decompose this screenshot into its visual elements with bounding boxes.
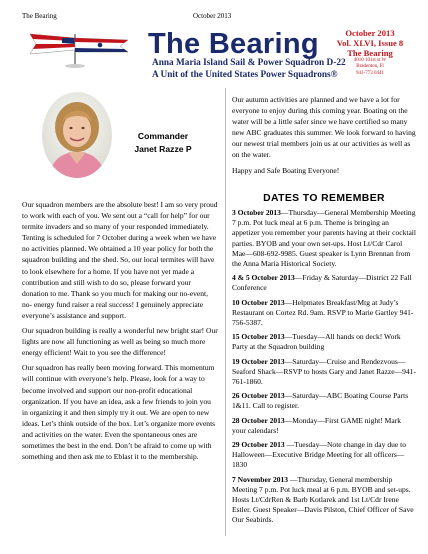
date-item-text: —Thursday—General Membership Meeting 7 p.m. Pot luck meal at 6 p.m. Theme is bringing an appetizer you remember your parents having at their cocktail parties. BYOB and your own set-ups. Host Lt/Cdr Carol Mae—608-692-9985. Guest speaker is Lynn Brennan from the Anna Maria Historical Society. <box>232 208 416 269</box>
issue-date: October 2013 <box>345 28 395 38</box>
date-item <box>232 332 416 352</box>
commander-title: Commander <box>137 131 189 141</box>
burgee-flag-icon <box>75 38 128 52</box>
date-item-text: —Saturday—Cruise and Rendezvous—Seaford Shack—RSVP to hosts Gary and Janet Razze—941-761-1860. <box>232 356 416 387</box>
address-line: 941-773 0441 <box>356 70 384 76</box>
date-item-text: —Tuesday—All hands on deck! Work Party at the Squadron building <box>232 332 401 352</box>
address-line: Bradenton, Fl <box>356 64 384 70</box>
date-item-date: 15 October 2013 <box>232 332 285 342</box>
date-item <box>232 475 416 526</box>
address-line: 4010 101st st W <box>353 58 387 63</box>
dates-list <box>232 208 416 530</box>
commander-name: Janet Razze P <box>134 144 192 154</box>
date-item-date: 4 & 5 October 2013 <box>232 273 295 283</box>
date-item <box>232 416 416 436</box>
date-item-date: 10 October 2013 <box>232 297 285 307</box>
commander-message <box>22 199 218 466</box>
date-item <box>232 391 416 411</box>
column-divider <box>225 88 226 536</box>
date-item-date: 29 October 2013 <box>232 440 285 450</box>
mailing-address <box>330 58 410 77</box>
burgee-flags-logo <box>20 30 138 70</box>
date-item-text: —Friday & Saturday—District 22 Fall Conference <box>232 273 412 293</box>
commander-portrait <box>42 92 112 178</box>
autumn-message <box>232 94 416 180</box>
message-paragraph: Our autumn activities are planned and we have a lot for everyone to enjoy during this coming year. Boating on the water will be a little safer since we have certified so many new ABC graduates this summer. We look forward to having our newest trial members join us at our activities as well as on the water. <box>232 95 416 160</box>
masthead-subtitle-unit: A Unit of the United States Power Squadrons® <box>152 70 338 80</box>
date-item-date: 26 October 2013 <box>232 391 285 401</box>
date-item <box>232 208 416 269</box>
date-item-text: —Monday—First GAME night! Mark your calendars! <box>232 415 402 435</box>
date-item-date: 7 November 2013 <box>232 474 289 484</box>
date-item-text: —Tuesday—Note change in day due to Halloween—Executive Bridge Meeting for all officers— 1830 <box>232 440 406 470</box>
date-item-text: —Helpmates Breakfast/Mtg at Judy’s Restaurant on Cortez Rd. 9am. RSVP to Marie Gartley 941-756-5387. <box>232 297 414 328</box>
ensign-flag-icon <box>30 34 75 54</box>
message-paragraph: Happy and Safe Boating Everyone! <box>232 165 340 175</box>
date-item-date: 3 October 2013 <box>232 208 281 217</box>
date-item <box>232 298 416 329</box>
date-item <box>232 273 416 293</box>
issue-info <box>330 28 410 58</box>
running-header-date: October 2013 <box>193 12 232 20</box>
issue-name: The Bearing <box>347 48 393 58</box>
running-header-title: The Bearing <box>22 12 57 20</box>
date-item-date: 19 October 2013 <box>232 356 285 366</box>
masthead-subtitle-squadron: Anna Maria Island Sail & Power Squadron D-22 <box>152 58 346 68</box>
message-paragraph: Our squadron members are the absolute best! I am so very proud to work with each of you. We sent out a “call for help” for our termite invaders and so many of your responded immediately. Tenting is scheduled for 7 October during a week when we have no activities planned. We obtained a 10 year policy for both the squadron building and the shed. So, our local termites will have to look elsewhere for a home. If you have not yet made a contribution and still wish to do so, please forward your donation to me. Thank so you much for making our no-event, no- energy fund raiser a real success! I genuinely appreciate everyone’s assistance and support. <box>22 200 218 320</box>
date-item-date: 28 October 2013 <box>232 415 285 425</box>
date-item <box>232 357 416 388</box>
dates-heading: DATES TO REMEMBER <box>263 193 385 204</box>
masthead-title: The Bearing <box>148 28 319 60</box>
date-item <box>232 440 416 471</box>
message-paragraph: Our squadron has really been moving forward. This momentum will continue with everyone’s help. Please, look for a way to become involved and support our non-profit educational organization. If you have an idea, ask a few friends to join you in organizing it and then simply try it out. We are open to new ideas. Let’s think outside of the box. Let’s organize more events and activities on the water. Even the spontaneous ones are sometimes the best in the end. Don’t be afraid to come up with something and then ask me to Eblast it to the membership. <box>22 363 216 462</box>
date-item-text: —Thursday, General membership Meeting 7 p.m. Pot luck meal at 6 p.m. BYOB and set-ups. Hosts Lt/CdrRen & Barb Kotlarek and 1st Lt/Cdr Irene Estler. Guest Speaker—Davis Pilston, Chief Officer of Save Our Seabirds. <box>232 474 414 525</box>
date-item-text: —Saturday—ABC Boating Course Parts 1&11. Call to register. <box>232 391 409 411</box>
message-paragraph: Our squadron building is really a wonderful new bright star! Our lights are now all functioning as well as being so much more energy efficient! Wait to you see the difference! <box>22 326 218 358</box>
commander-caption <box>120 130 206 156</box>
issue-volume: Vol. XLVI, Issue 8 <box>336 38 404 48</box>
